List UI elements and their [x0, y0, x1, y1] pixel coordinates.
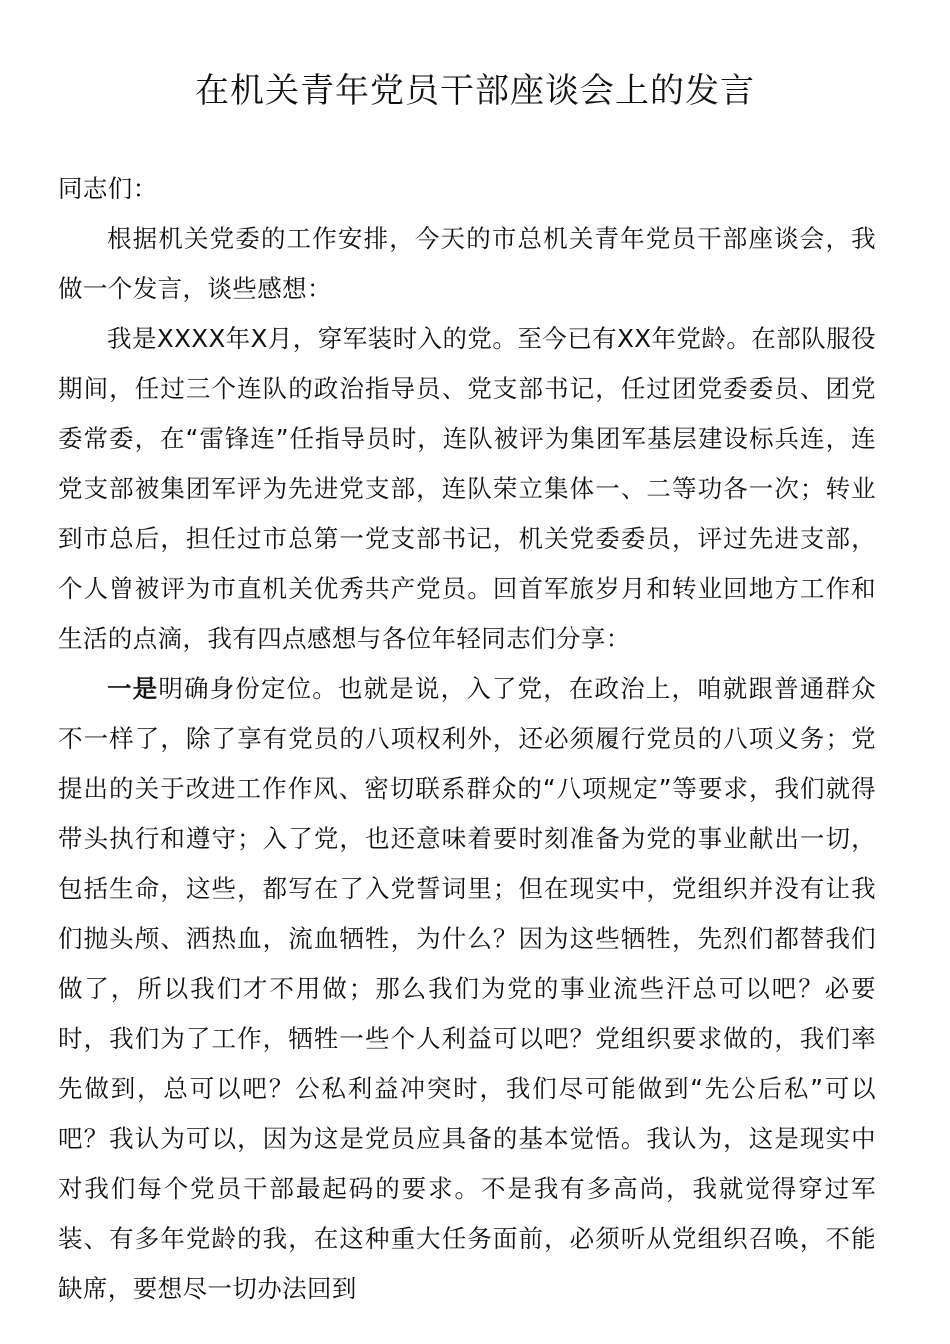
document-body: [58, 164, 876, 1314]
document-title: 在机关青年党员干部座谈会上的发言: [195, 71, 755, 111]
paragraph-intro: 根据机关党委的工作安排，今天的市总机关青年党员干部座谈会，我做一个发言，谈些感想：: [58, 224, 876, 303]
paragraph-background: 我是XXXX年X月，穿军装时入的党。至今已有XX年党龄。在部队服役期间，任过三个连队的政治指导员、党支部书记，任过团党委委员、团党委常委，在“雷锋连”任指导员时，连队被评为集团军基层建设标兵连，连党支部被集团军评为先进党支部，连队荣立集体一、二等功各一次；转业到市总后，担任过市总第一党支部书记，机关党委委员，评过先进支部，个人曾被评为市直机关优秀共产党员。回首军旅岁月和转业回地方工作和生活的点滴，我有四点感想与各位年轻同志们分享：: [58, 324, 876, 653]
salutation: 同志们：: [58, 174, 158, 203]
paragraph-point-one: [58, 664, 876, 1314]
point-one-text: 明确身份定位。也就是说，入了党，在政治上，咱就跟普通群众不一样了，除了享有党员的八项权利外，还必须履行党员的八项义务；党提出的关于改进工作作风、密切联系群众的“八项规定”等要求，我们就得带头执行和遵守；入了党，也还意味着要时刻准备为党的事业献出一切，包括生命，这些，都写在了入党誓词里；但在现实中，党组织并没有让我们抛头颅、洒热血，流血牺牲，为什么？因为这些牺牲，先烈们都替我们做了，所以我们才不用做；那么我们为党的事业流些汗总可以吧？必要时，我们为了工作，牺牲一些个人利益可以吧？党组织要求做的，我们率先做到，总可以吧？公私利益冲突时，我们尽可能做到“先公后私”可以吧？我认为可以，因为这是党员应具备的基本觉悟。我认为，这是现实中对我们每个党员干部最起码的要求。不是我有多高尚，我就觉得穿过军装、有多年党龄的我，在这种重大任务面前，必须听从党组织召唤，不能缺席，要想尽一切办法回到: [58, 674, 876, 1303]
point-one-lead: 一是: [107, 674, 159, 703]
